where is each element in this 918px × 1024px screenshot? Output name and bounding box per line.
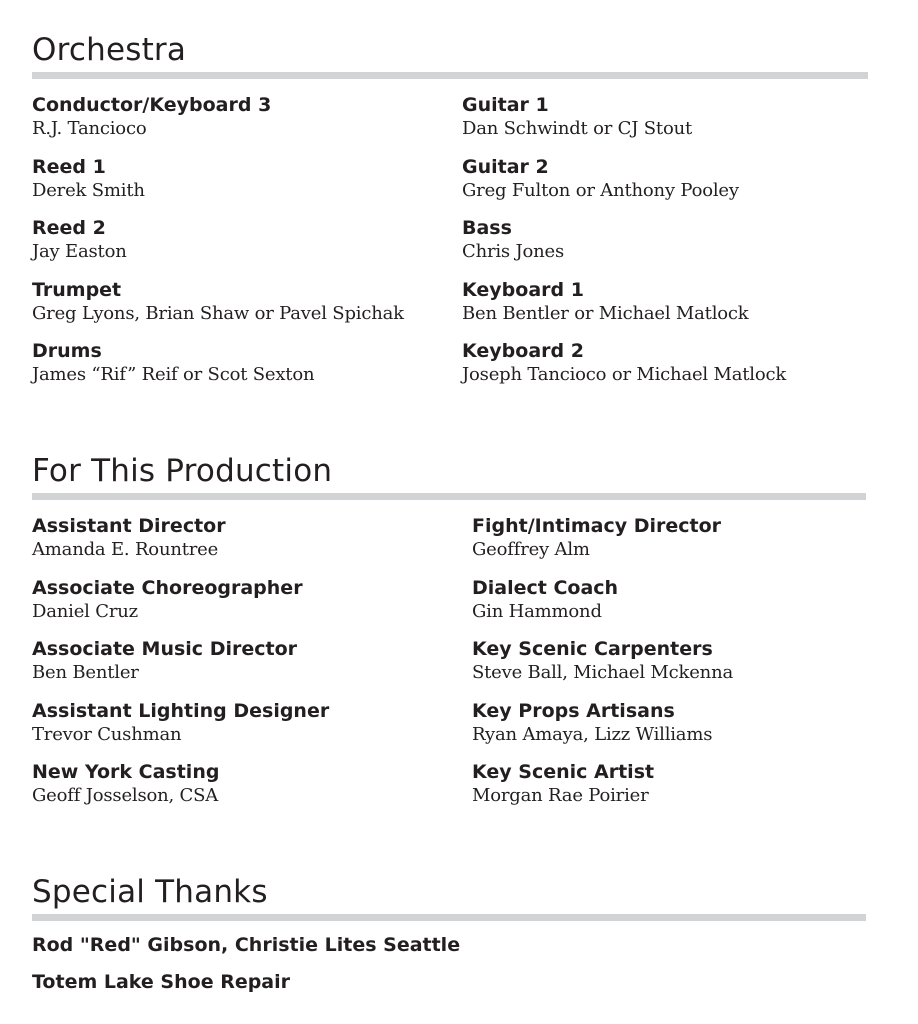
- credit-name: Ben Bentler: [32, 662, 139, 683]
- credit-entry: [462, 155, 786, 217]
- credit-name: Daniel Cruz: [32, 600, 138, 622]
- thanks-section: [32, 874, 866, 1007]
- credit-entry: [32, 760, 329, 822]
- credit-name: James “Rif” Reif or Scot Sexton: [32, 364, 315, 385]
- credit-name: Greg Lyons, Brian Shaw or Pavel Spichak: [32, 302, 404, 324]
- orchestra-divider: [32, 72, 868, 79]
- credit-entry: [472, 637, 733, 699]
- thanks-divider: [32, 914, 866, 921]
- credit-role: Reed 2: [32, 217, 106, 239]
- credit-entry: [32, 216, 404, 278]
- credit-name: Jay Easton: [32, 241, 127, 262]
- credit-role: Fight/Intimacy Director: [472, 515, 722, 537]
- credit-role: Dialect Coach: [472, 576, 619, 599]
- credit-role: Keyboard 2: [462, 340, 584, 362]
- credit-role: New York Casting: [32, 761, 220, 783]
- credit-entry: [32, 339, 404, 401]
- credit-entry: [462, 216, 786, 278]
- credit-entry: [32, 155, 404, 217]
- credit-name: Geoffrey Alm: [472, 539, 590, 560]
- orchestra-right-column: [462, 93, 786, 401]
- credit-name: Dan Schwindt or CJ Stout: [462, 118, 693, 139]
- credit-role: Key Scenic Carpenters: [472, 638, 713, 660]
- credit-name: R.J. Tancioco: [32, 118, 147, 139]
- credit-role: Assistant Director: [32, 515, 226, 537]
- credit-name: Steve Ball, Michael Mckenna: [472, 662, 733, 683]
- credit-name: Trevor Cushman: [32, 723, 182, 745]
- thanks-line: Rod "Red" Gibson, Christie Lites Seattle: [32, 934, 461, 956]
- credit-entry: [32, 699, 329, 761]
- credit-role: Reed 1: [32, 155, 106, 178]
- credit-role: Associate Music Director: [32, 638, 297, 660]
- credit-role: Bass: [462, 217, 512, 239]
- credit-role: Assistant Lighting Designer: [32, 699, 330, 722]
- credit-entry: [472, 760, 733, 822]
- credit-entry: [462, 339, 786, 401]
- credit-role: Key Scenic Artist: [472, 761, 655, 783]
- credit-name: Ryan Amaya, Lizz Williams: [472, 723, 713, 745]
- credit-role: Guitar 1: [462, 94, 549, 116]
- credit-entry: [472, 699, 733, 761]
- credit-role: Drums: [32, 340, 102, 362]
- credit-name: Ben Bentler or Michael Matlock: [462, 302, 749, 324]
- credit-name: Greg Fulton or Anthony Pooley: [462, 179, 739, 201]
- credit-role: Key Props Artisans: [472, 699, 675, 722]
- credit-role: Guitar 2: [462, 155, 549, 178]
- credit-entry: [462, 278, 786, 340]
- credit-entry: [32, 278, 404, 340]
- production-title: For This Production: [32, 453, 333, 489]
- production-left-column: [32, 514, 329, 822]
- credit-entry: [472, 514, 733, 576]
- credit-name: Derek Smith: [32, 179, 145, 201]
- credit-role: Associate Choreographer: [32, 576, 303, 599]
- credit-name: Gin Hammond: [472, 600, 602, 622]
- production-section: [32, 453, 866, 806]
- orchestra-section: [32, 32, 868, 385]
- credit-entry: [32, 576, 329, 638]
- credit-name: Geoff Josselson, CSA: [32, 785, 219, 806]
- credit-name: Morgan Rae Poirier: [472, 785, 649, 806]
- credit-role: Keyboard 1: [462, 278, 584, 301]
- credit-entry: [32, 637, 329, 699]
- orchestra-title: Orchestra: [32, 32, 187, 68]
- credit-name: Chris Jones: [462, 241, 565, 262]
- credit-entry: [472, 576, 733, 638]
- thanks-line: Totem Lake Shoe Repair: [32, 971, 291, 993]
- production-divider: [32, 493, 866, 500]
- thanks-title: Special Thanks: [32, 874, 268, 910]
- credit-name: Amanda E. Rountree: [32, 539, 219, 560]
- credit-entry: [32, 93, 404, 155]
- credit-role: Trumpet: [32, 278, 122, 301]
- credit-role: Conductor/Keyboard 3: [32, 94, 272, 116]
- credit-entry: [32, 514, 329, 576]
- thanks-list: [32, 933, 866, 1007]
- credit-name: Joseph Tancioco or Michael Matlock: [462, 364, 787, 385]
- orchestra-left-column: [32, 93, 404, 401]
- production-right-column: [472, 514, 733, 822]
- credit-entry: [462, 93, 786, 155]
